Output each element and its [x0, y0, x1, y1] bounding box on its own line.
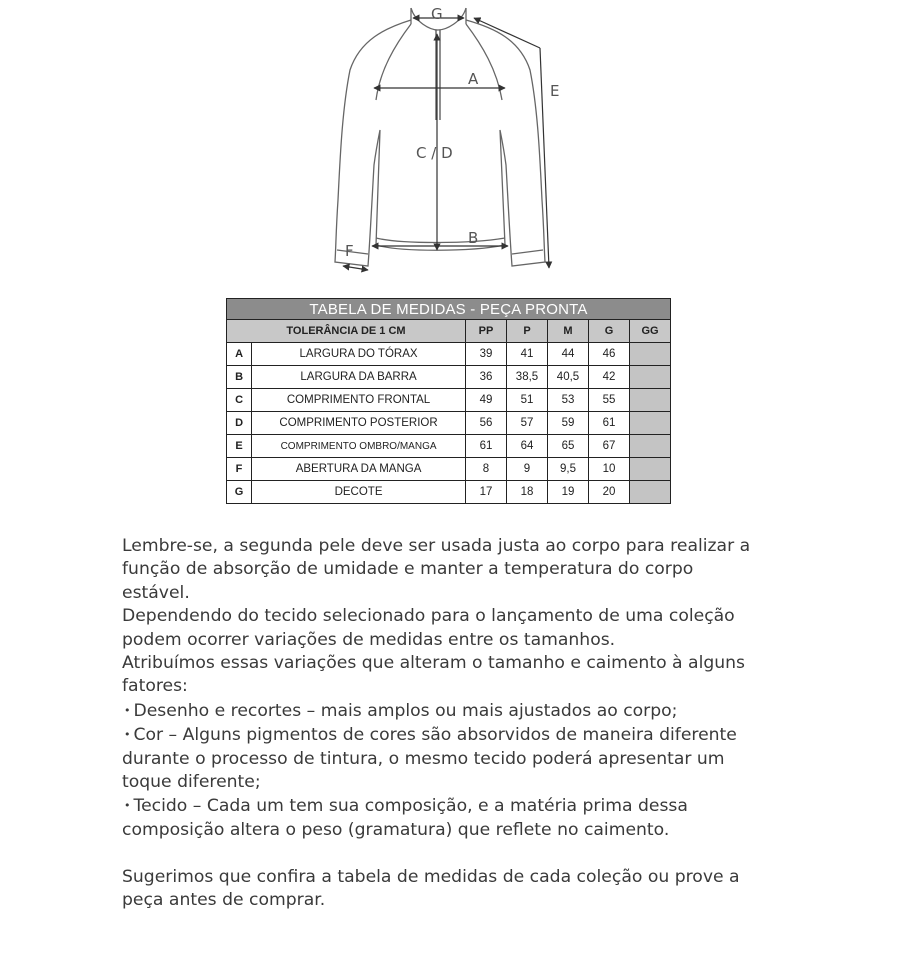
value-gg: [630, 412, 671, 435]
value-gg: [630, 458, 671, 481]
row-letter: E: [227, 435, 252, 458]
label-b: B: [468, 229, 479, 247]
value-m: 44: [548, 343, 589, 366]
value-gg: [630, 366, 671, 389]
bullet-icon: •: [124, 703, 131, 717]
row-letter: D: [227, 412, 252, 435]
value-pp: 61: [466, 435, 507, 458]
size-table: [226, 298, 671, 504]
value-g: 20: [589, 481, 630, 504]
note-line: estável.: [122, 582, 190, 603]
note-line: Lembre-se, a segunda pele deve ser usada justa ao corpo para realizar a: [122, 536, 751, 556]
value-pp: 36: [466, 366, 507, 389]
value-gg: [630, 481, 671, 504]
bullet-icon: •: [124, 728, 131, 742]
bullet-text: Desenho e recortes – mais amplos ou mais ajustados ao corpo;: [133, 700, 678, 721]
table-header-row: [227, 320, 671, 343]
value-gg: [630, 343, 671, 366]
value-m: 9,5: [548, 458, 589, 481]
row-measure: COMPRIMENTO FRONTAL: [252, 389, 466, 412]
table-row: [227, 481, 671, 504]
note-line: Atribuímos essas variações que alteram o tamanho e caimento à alguns: [122, 653, 745, 674]
value-m: 65: [548, 435, 589, 458]
note-line: toque diferente;: [122, 772, 261, 793]
table-row: [227, 435, 671, 458]
row-letter: F: [227, 458, 252, 481]
value-pp: 8: [466, 458, 507, 481]
garment-drawing: [300, 0, 600, 285]
label-f: F: [345, 242, 354, 260]
row-measure: COMPRIMENTO POSTERIOR: [252, 412, 466, 435]
value-p: 9: [507, 458, 548, 481]
note-line: Sugerimos que confira a tabela de medidas de cada coleção ou prove a: [122, 866, 740, 887]
value-gg: [630, 435, 671, 458]
value-g: 42: [589, 366, 630, 389]
tolerance-header: TOLERÂNCIA DE 1 CM: [227, 320, 466, 343]
paragraph-spacer: [122, 842, 822, 865]
value-m: 53: [548, 389, 589, 412]
note-line: função de absorção de umidade e manter a temperatura do corpo: [122, 559, 694, 580]
value-pp: 17: [466, 481, 507, 504]
value-p: 51: [507, 389, 548, 412]
table-row: [227, 366, 671, 389]
value-p: 57: [507, 412, 548, 435]
note-line: fatores:: [122, 676, 188, 697]
size-header-p: P: [507, 320, 548, 343]
bullet-item: [122, 794, 822, 818]
row-letter: B: [227, 366, 252, 389]
table-row: [227, 389, 671, 412]
value-g: 46: [589, 343, 630, 366]
value-g: 10: [589, 458, 630, 481]
bullet-icon: •: [124, 799, 131, 813]
row-measure: LARGURA DO TÓRAX: [252, 343, 466, 366]
row-measure: DECOTE: [252, 481, 466, 504]
size-header-m: M: [548, 320, 589, 343]
value-g: 61: [589, 412, 630, 435]
note-line: Dependendo do tecido selecionado para o lançamento de uma coleção: [122, 606, 735, 627]
table-title-row: [227, 299, 671, 320]
bullet-item: [122, 723, 822, 747]
value-pp: 56: [466, 412, 507, 435]
row-letter: C: [227, 389, 252, 412]
value-p: 64: [507, 435, 548, 458]
size-header-pp: PP: [466, 320, 507, 343]
label-e: E: [550, 82, 560, 100]
value-g: 55: [589, 389, 630, 412]
table-title: TABELA DE MEDIDAS - PEÇA PRONTA: [227, 299, 671, 320]
table-row: [227, 343, 671, 366]
label-cd: C / D: [416, 144, 453, 162]
value-p: 41: [507, 343, 548, 366]
label-a: A: [468, 70, 479, 88]
row-measure: LARGURA DA BARRA: [252, 366, 466, 389]
value-m: 40,5: [548, 366, 589, 389]
note-line: composição altera o peso (gramatura) que reflete no caimento.: [122, 819, 670, 840]
value-pp: 49: [466, 389, 507, 412]
value-g: 67: [589, 435, 630, 458]
label-g: G: [431, 5, 443, 23]
garment-diagram: [300, 0, 600, 285]
note-line: peça antes de comprar.: [122, 890, 326, 911]
notes-text: [122, 535, 822, 912]
row-measure: ABERTURA DA MANGA: [252, 458, 466, 481]
row-measure: COMPRIMENTO OMBRO/MANGA: [252, 435, 466, 458]
bullet-item: [122, 699, 822, 723]
value-m: 59: [548, 412, 589, 435]
value-gg: [630, 389, 671, 412]
value-p: 38,5: [507, 366, 548, 389]
size-header-gg: GG: [630, 320, 671, 343]
value-pp: 39: [466, 343, 507, 366]
size-header-g: G: [589, 320, 630, 343]
row-letter: A: [227, 343, 252, 366]
value-m: 19: [548, 481, 589, 504]
bullet-text: Cor – Alguns pigmentos de cores são absorvidos de maneira diferente: [133, 725, 737, 746]
bullet-text: Tecido – Cada um tem sua composição, e a matéria prima dessa: [133, 796, 688, 817]
table-row: [227, 412, 671, 435]
value-p: 18: [507, 481, 548, 504]
note-line: durante o processo de tintura, o mesmo tecido poderá apresentar um: [122, 748, 725, 769]
row-letter: G: [227, 481, 252, 504]
table-row: [227, 458, 671, 481]
note-line: podem ocorrer variações de medidas entre os tamanhos.: [122, 629, 616, 650]
